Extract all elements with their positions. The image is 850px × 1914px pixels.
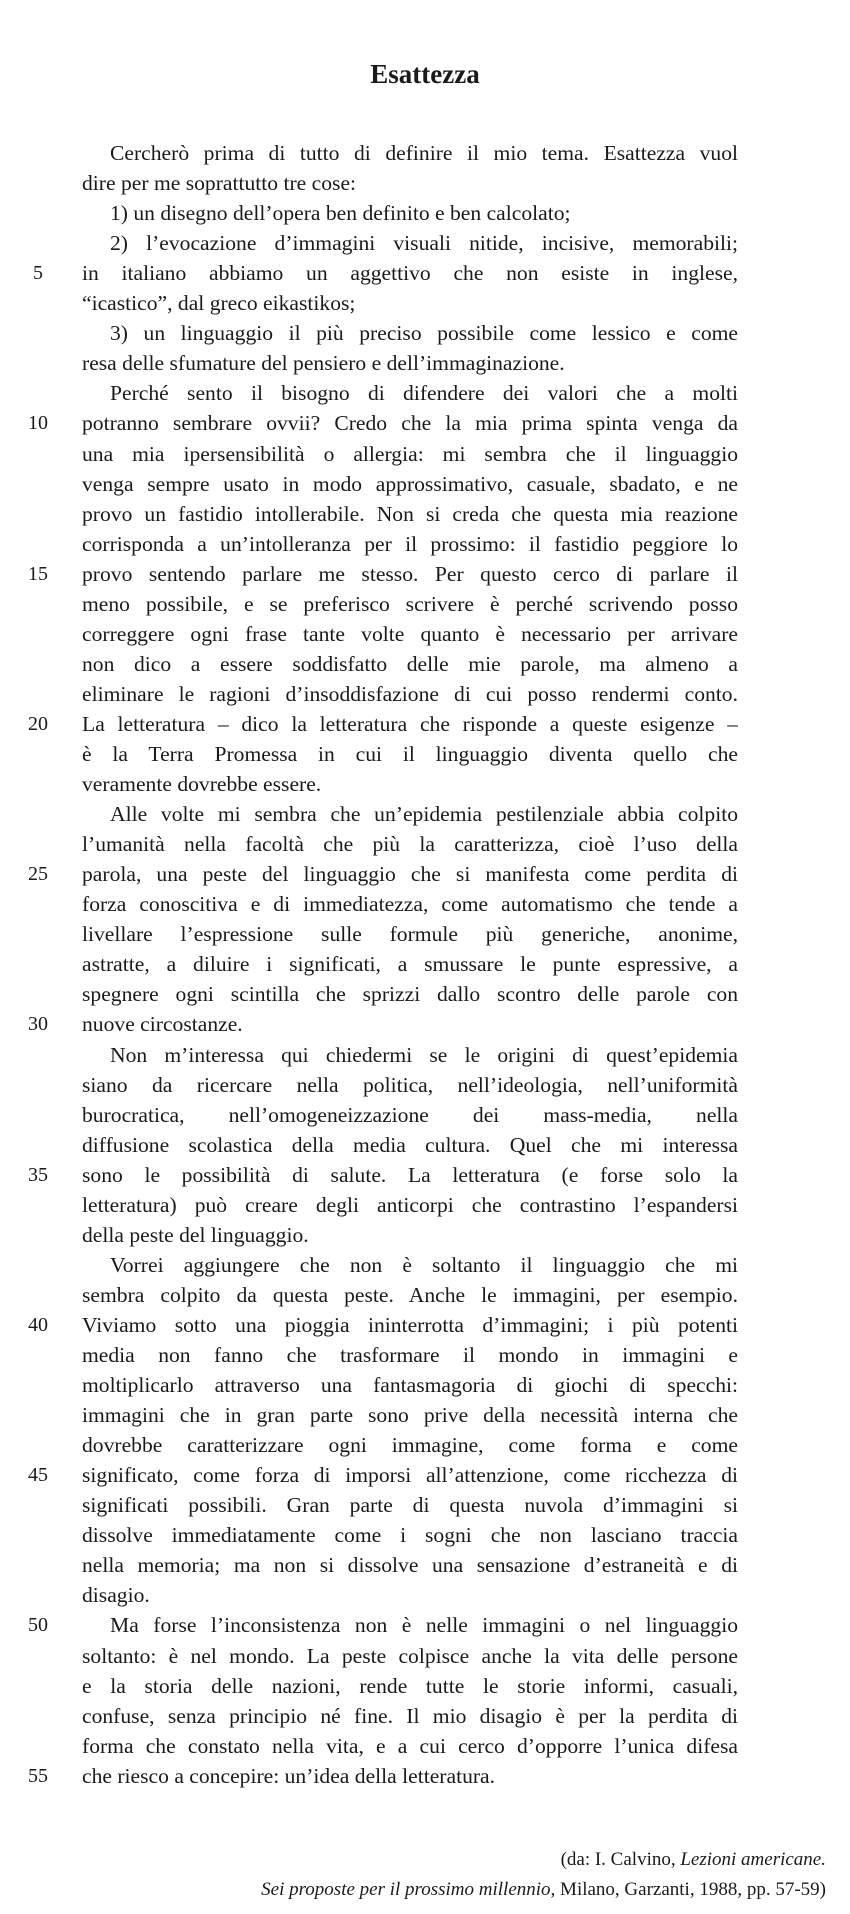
text-line: non dico a essere soddisfatto delle mie parole, ma almeno a [82,651,738,676]
line-number: 50 [28,1614,48,1637]
text-line: della peste del linguaggio. [82,1222,309,1247]
line-number: 15 [28,562,48,585]
line-number: 20 [28,712,48,735]
text-line: eliminare le ragioni d’insoddisfazione di cui posso rendermi conto. [82,681,738,706]
text-line: Alle volte mi sembra che un’epidemia pestilenziale abbia colpito [110,802,738,827]
text-line: venga sempre usato in modo approssimativo, casuale, sbadato, e ne [82,471,738,496]
text-line: forma che constato nella vita, e a cui cerco d’opporre l’unica difesa [82,1733,738,1758]
document-title: Esattezza [370,59,480,89]
line-number: 55 [28,1764,48,1787]
line-number: 40 [28,1313,48,1336]
text-line: immagini che in gran parte sono prive della necessità interna che [82,1403,738,1428]
text-line: provo un fastidio intollerabile. Non si creda che questa mia reazione [82,501,738,526]
text-line: e la storia delle nazioni, rende tutte le storie informi, casuali, [82,1673,738,1698]
text-line: significato, come forza di imporsi all’attenzione, come ricchezza di [82,1463,738,1488]
text-line: forza conoscitiva e di immediatezza, come automatismo che tende a [82,892,738,917]
text-line: meno possibile, e se preferisco scrivere è perché scrivendo posso [82,591,738,616]
text-line: è la Terra Promessa in cui il linguaggio diventa quello che [82,742,738,766]
text-line: resa delle sfumature del pensiero e dell’immaginazione. [82,351,565,376]
text-line: dissolve immediatamente come i sogni che non lasciano traccia [82,1523,738,1548]
text-line: dire per me soprattutto tre cose: [82,171,357,196]
source-prefix: (da: I. Calvino, [560,1849,681,1870]
text-line: 1) un disegno dell’opera ben definito e ben calcolato; [110,201,571,226]
source-citation-line-2 [46,1875,826,1905]
text-line: livellare l’espressione sulle formule più generiche, anonime, [82,922,738,947]
line-number: 25 [28,863,48,886]
text-line: veramente dovrebbe essere. [82,772,322,797]
text-line: burocratica, nell’omogeneizzazione dei mass-media, nella [82,1102,738,1127]
text-line: La letteratura – dico la letteratura che risponde a queste esigenze – [82,711,738,736]
text-line: “icastico”, dal greco eikastikos; [82,291,356,316]
text-line: diffusione scolastica della media cultura. Quel che mi interessa [82,1132,738,1157]
text-line: potranno sembrare ovvii? Credo che la mia prima spinta venga da [82,411,738,436]
source-book-title: Lezioni americane. [680,1849,826,1870]
text-line: l’umanità nella facoltà che più la caratterizza, cioè l’uso della [82,832,738,857]
text-line: disagio. [82,1583,150,1608]
text-line: media non fanno che trasformare il mondo in immagini e [82,1343,738,1367]
text-line: Perché sento il bisogno di difendere dei valori che a molti [110,381,738,406]
text-line: Vorrei aggiungere che non è soltanto il linguaggio che mi [110,1252,738,1277]
text-line: Ma forse l’inconsistenza non è nelle immagini o nel linguaggio [110,1613,738,1638]
text-line: una mia ipersensibilità o allergia: mi sembra che il linguaggio [82,441,738,466]
text-line: Viviamo sotto una pioggia ininterrotta d’immagini; i più potenti [82,1312,738,1337]
text-line: 3) un linguaggio il più preciso possibile come lessico e come [110,321,738,346]
source-publication: Milano, Garzanti, 1988, pp. 57-59) [555,1879,826,1900]
source-citation-line-1 [46,1845,826,1875]
text-line: siano da ricercare nella politica, nell’ideologia, nell’uniformità [82,1072,738,1097]
text-line: Cercherò prima di tutto di definire il mio tema. Esattezza vuol [110,141,738,165]
text-line: che riesco a concepire: un’idea della letteratura. [82,1763,496,1788]
text-line: letteratura) può creare degli anticorpi che contrastino l’espandersi [82,1192,738,1217]
text-line: Non m’interessa qui chiedermi se le origini di quest’epidemia [110,1042,738,1067]
text-line: soltanto: è nel mondo. La peste colpisce anche la vita delle persone [82,1643,738,1668]
text-line: confuse, senza principio né fine. Il mio disagio è per la perdita di [82,1703,738,1728]
text-line: corrisponda a un’intolleranza per il prossimo: il fastidio peggiore lo [82,531,738,556]
line-number: 35 [28,1163,48,1186]
text-line: dovrebbe caratterizzare ogni immagine, come forma e come [82,1433,738,1458]
text-line: nella memoria; ma non si dissolve una sensazione d’estraneità e di [82,1553,738,1578]
line-number: 10 [28,412,48,435]
line-number: 45 [28,1464,48,1487]
text-line: 2) l’evocazione d’immagini visuali nitide, incisive, memorabili; [110,231,738,256]
text-line: correggere ogni frase tante volte quanto è necessario per arrivare [82,621,738,646]
text-line: significati possibili. Gran parte di questa nuvola d’immagini si [82,1493,738,1518]
text-line: in italiano abbiamo un aggettivo che non esiste in inglese, [82,261,738,286]
text-line: spegnere ogni scintilla che sprizzi dallo scontro delle parole con [82,982,738,1007]
line-number: 30 [28,1013,48,1036]
text-line: parola, una peste del linguaggio che si manifesta come perdita di [82,862,738,887]
text-line: astratte, a diluire i significati, a smussare le punte espressive, a [82,952,738,977]
source-book-subtitle: Sei proposte per il prossimo millennio, [261,1879,556,1900]
text-line: sono le possibilità di salute. La letteratura (e forse solo la [82,1162,738,1187]
text-line: sembra colpito da questa peste. Anche le immagini, per esempio. [82,1282,738,1307]
text-line: provo sentendo parlare me stesso. Per questo cerco di parlare il [82,561,738,586]
text-line: moltiplicarlo attraverso una fantasmagoria di giochi di specchi: [82,1373,738,1398]
line-number: 5 [33,262,43,285]
text-line: nuove circostanze. [82,1012,243,1037]
